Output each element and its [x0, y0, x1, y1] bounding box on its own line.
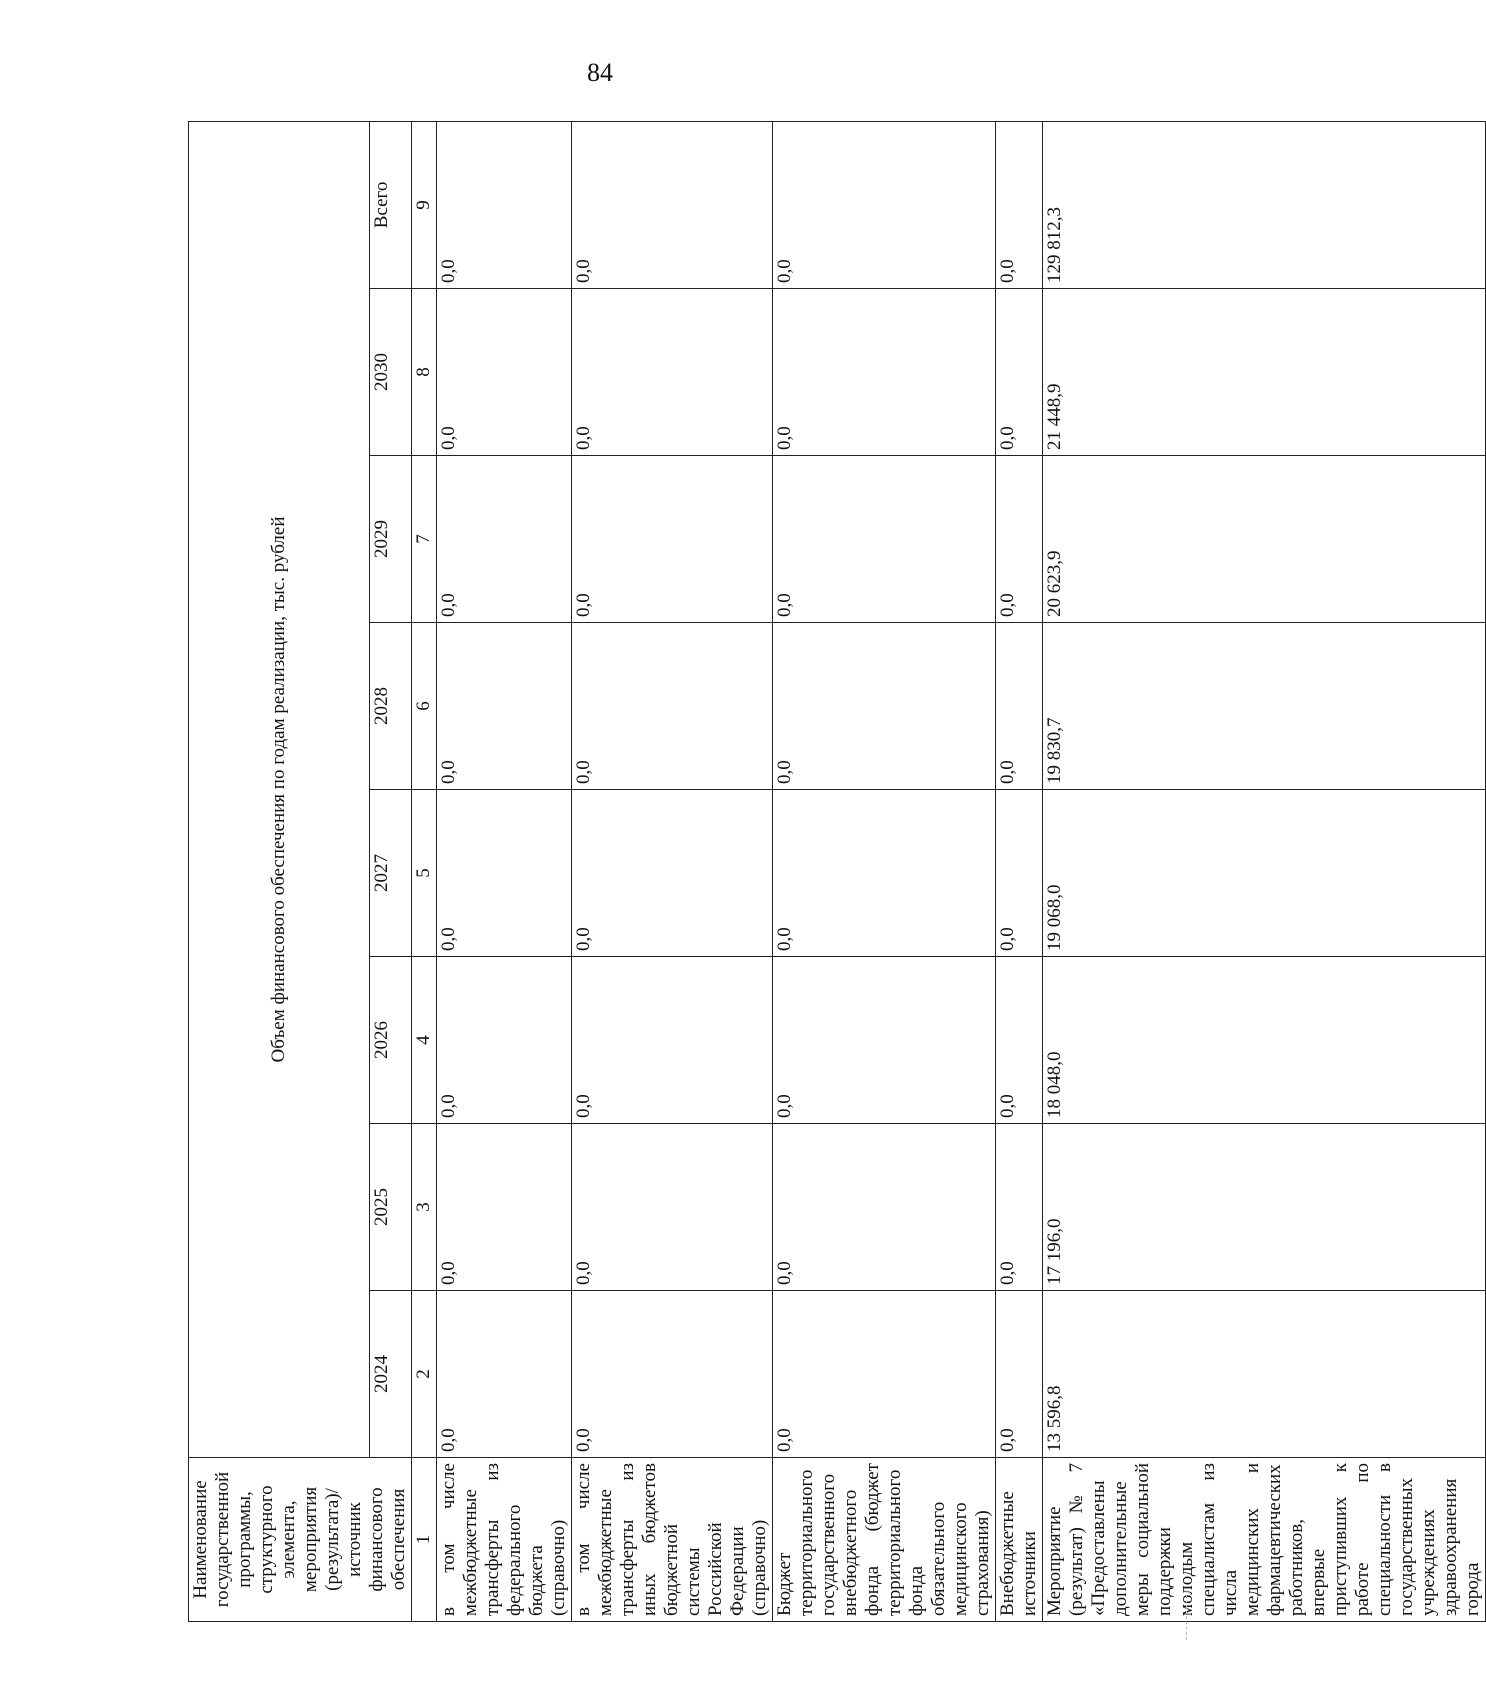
- table-row: [996, 121, 1043, 1621]
- row-value: 0,0: [773, 790, 996, 957]
- row-value: 0,0: [572, 1291, 773, 1458]
- column-number: 5: [412, 790, 437, 957]
- row-value: 0,0: [437, 623, 572, 790]
- row-name: Бюджет территориального государственного внебюджетного фонда (бюджет территориального фонда обязательного медицинского страхования): [773, 1458, 996, 1622]
- financing-table-rotated: [188, 122, 1483, 1622]
- row-value-total: 0,0: [572, 121, 773, 288]
- column-number: 3: [412, 1124, 437, 1291]
- row-value: 17 196,0: [1043, 1124, 1486, 1291]
- row-name: Внебюджетные источники: [996, 1458, 1043, 1622]
- table-row: [437, 121, 572, 1621]
- header-years-row: [370, 121, 412, 1621]
- row-value: 0,0: [572, 790, 773, 957]
- table-row: [1043, 121, 1486, 1621]
- row-value: 0,0: [572, 1124, 773, 1291]
- header-year-total: Всего: [370, 121, 412, 288]
- table-row: [773, 121, 996, 1621]
- row-value: 0,0: [572, 289, 773, 456]
- column-number-row: [412, 121, 437, 1621]
- row-value: 13 596,8: [1043, 1291, 1486, 1458]
- header-year: 2028: [370, 623, 412, 790]
- row-value: 0,0: [773, 1291, 996, 1458]
- column-number: 6: [412, 623, 437, 790]
- column-number: 2: [412, 1291, 437, 1458]
- row-value: 0,0: [996, 623, 1043, 790]
- row-value: 0,0: [996, 1291, 1043, 1458]
- row-value: 0,0: [572, 456, 773, 623]
- header-year: 2024: [370, 1291, 412, 1458]
- header-name-cell: Наименование государственной программы, структурного элемента, мероприятия (результата)/источник финансового обеспечения: [189, 1458, 412, 1622]
- row-value-total: 0,0: [437, 121, 572, 288]
- row-value: 0,0: [996, 790, 1043, 957]
- row-value: 21 448,9: [1043, 289, 1486, 456]
- header-volume-cell: Объем финансового обеспечения по годам реализации, тыс. рублей: [189, 121, 370, 1457]
- row-value: 0,0: [773, 289, 996, 456]
- row-value: 0,0: [437, 456, 572, 623]
- row-name: в том числе межбюджетные трансферты из иных бюджетов бюджетной системы Российской Федерации (справочно): [572, 1458, 773, 1622]
- row-value: 0,0: [572, 623, 773, 790]
- column-number: 4: [412, 957, 437, 1124]
- row-value: 0,0: [437, 1291, 572, 1458]
- column-number: 1: [412, 1458, 437, 1622]
- row-value: 0,0: [996, 456, 1043, 623]
- row-value: 19 830,7: [1043, 623, 1486, 790]
- header-year: 2029: [370, 456, 412, 623]
- scan-margin-mark: [1186, 1590, 1189, 1640]
- row-value-total: 0,0: [996, 121, 1043, 288]
- table-row: [572, 121, 773, 1621]
- row-value: 0,0: [572, 957, 773, 1124]
- row-name: Мероприятие (результат) № 7 «Предоставлены дополнительные меры социальной поддержки молодым специалистам из числа медицинских и фармацевтических работников, впервые приступивших к работе по специальности в государственных учреждениях здравоохранения города: [1043, 1458, 1486, 1622]
- row-value-total: 129 812,3: [1043, 121, 1486, 288]
- row-value: 0,0: [437, 957, 572, 1124]
- header-year: 2030: [370, 289, 412, 456]
- row-value: 0,0: [437, 790, 572, 957]
- row-value: 0,0: [996, 957, 1043, 1124]
- financing-table: [188, 121, 1486, 1622]
- row-value: 0,0: [996, 289, 1043, 456]
- row-value: 0,0: [437, 289, 572, 456]
- row-value: 0,0: [773, 957, 996, 1124]
- header-year: 2026: [370, 957, 412, 1124]
- row-name: в том числе межбюджетные трансферты из федерального бюджета (справочно): [437, 1458, 572, 1622]
- row-value: 20 623,9: [1043, 456, 1486, 623]
- column-number: 9: [412, 121, 437, 288]
- row-value: 0,0: [437, 1124, 572, 1291]
- header-year: 2025: [370, 1124, 412, 1291]
- row-value-total: 0,0: [773, 121, 996, 288]
- column-number: 7: [412, 456, 437, 623]
- row-value: 0,0: [996, 1124, 1043, 1291]
- row-value: 19 068,0: [1043, 790, 1486, 957]
- row-value: 0,0: [773, 1124, 996, 1291]
- header-row: [189, 121, 370, 1621]
- page-number: 84: [587, 58, 613, 87]
- row-value: 0,0: [773, 456, 996, 623]
- row-value: 18 048,0: [1043, 957, 1486, 1124]
- row-value: 0,0: [773, 623, 996, 790]
- header-year: 2027: [370, 790, 412, 957]
- column-number: 8: [412, 289, 437, 456]
